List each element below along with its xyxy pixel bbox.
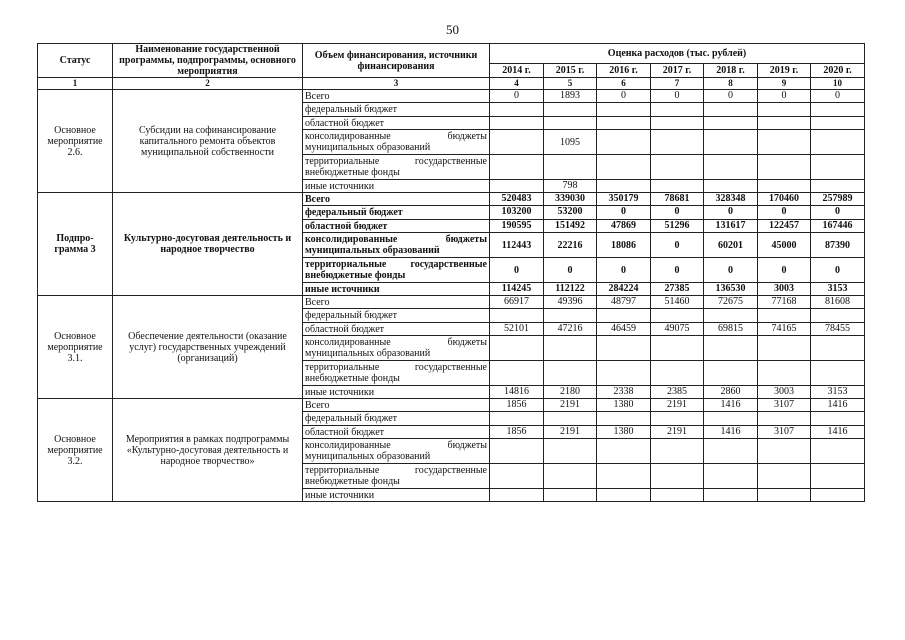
value-cell: 122457 bbox=[758, 220, 811, 233]
value-cell: 52101 bbox=[490, 323, 544, 336]
value-cell: 22216 bbox=[544, 233, 597, 258]
value-cell bbox=[758, 180, 811, 193]
status-cell: Основное мероприятие 2.6. bbox=[38, 90, 113, 193]
program-name-cell: Субсидии на софинансирование капитального ремонта объектов муниципальной собственности bbox=[113, 90, 303, 193]
column-index: 1 bbox=[38, 78, 113, 90]
value-cell bbox=[704, 103, 758, 117]
value-cell bbox=[490, 412, 544, 426]
value-cell: 72675 bbox=[704, 296, 758, 309]
value-cell: 2338 bbox=[597, 386, 651, 399]
source-cell bbox=[303, 258, 490, 283]
value-cell bbox=[544, 155, 597, 180]
value-cell bbox=[758, 336, 811, 361]
value-cell bbox=[651, 180, 704, 193]
source-cell: Всего bbox=[303, 296, 490, 309]
source-label-line: территориальные государственные bbox=[305, 362, 487, 373]
year-header: 2015 г. bbox=[544, 64, 597, 78]
value-cell: 2191 bbox=[544, 399, 597, 412]
value-cell: 520483 bbox=[490, 193, 544, 206]
source-cell: иные источники bbox=[303, 386, 490, 399]
value-cell bbox=[758, 361, 811, 386]
table-body bbox=[38, 90, 865, 502]
value-cell bbox=[704, 336, 758, 361]
value-cell bbox=[651, 464, 704, 489]
year-header: 2020 г. bbox=[811, 64, 865, 78]
column-index: 2 bbox=[113, 78, 303, 90]
value-cell: 81608 bbox=[811, 296, 865, 309]
value-cell: 1416 bbox=[811, 399, 865, 412]
value-cell bbox=[544, 439, 597, 464]
value-cell: 0 bbox=[704, 258, 758, 283]
source-cell: иные источники bbox=[303, 180, 490, 193]
value-cell bbox=[811, 464, 865, 489]
value-cell: 49075 bbox=[651, 323, 704, 336]
value-cell: 1856 bbox=[490, 426, 544, 439]
source-cell: иные источники bbox=[303, 283, 490, 296]
value-cell bbox=[597, 489, 651, 502]
year-header: 2019 г. bbox=[758, 64, 811, 78]
value-cell bbox=[597, 361, 651, 386]
value-cell bbox=[811, 155, 865, 180]
source-label-line: консолидированные бюджеты bbox=[305, 131, 487, 142]
value-cell bbox=[597, 130, 651, 155]
value-cell bbox=[651, 439, 704, 464]
value-cell bbox=[758, 155, 811, 180]
value-cell bbox=[490, 489, 544, 502]
value-cell: 1416 bbox=[811, 426, 865, 439]
value-cell bbox=[651, 155, 704, 180]
value-cell: 0 bbox=[758, 258, 811, 283]
value-cell bbox=[704, 309, 758, 323]
value-cell: 2191 bbox=[651, 399, 704, 412]
value-cell: 1095 bbox=[544, 130, 597, 155]
value-cell: 190595 bbox=[490, 220, 544, 233]
table-row bbox=[38, 90, 865, 103]
value-cell: 2191 bbox=[544, 426, 597, 439]
source-cell bbox=[303, 361, 490, 386]
value-cell bbox=[490, 439, 544, 464]
column-index: 7 bbox=[651, 78, 704, 90]
value-cell: 78681 bbox=[651, 193, 704, 206]
value-cell bbox=[704, 155, 758, 180]
value-cell bbox=[651, 309, 704, 323]
value-cell bbox=[758, 489, 811, 502]
year-header: 2016 г. bbox=[597, 64, 651, 78]
value-cell: 1856 bbox=[490, 399, 544, 412]
source-cell bbox=[303, 130, 490, 155]
column-index: 9 bbox=[758, 78, 811, 90]
value-cell: 0 bbox=[544, 258, 597, 283]
value-cell: 1893 bbox=[544, 90, 597, 103]
source-cell bbox=[303, 336, 490, 361]
value-cell: 18086 bbox=[597, 233, 651, 258]
value-cell bbox=[704, 439, 758, 464]
value-cell bbox=[490, 336, 544, 361]
value-cell: 1380 bbox=[597, 399, 651, 412]
value-cell bbox=[490, 117, 544, 130]
value-cell bbox=[597, 103, 651, 117]
value-cell: 1380 bbox=[597, 426, 651, 439]
value-cell bbox=[597, 464, 651, 489]
source-cell: федеральный бюджет bbox=[303, 206, 490, 220]
page-number: 50 bbox=[446, 22, 459, 37]
column-index: 3 bbox=[303, 78, 490, 90]
source-cell: федеральный бюджет bbox=[303, 412, 490, 426]
value-cell: 47869 bbox=[597, 220, 651, 233]
value-cell bbox=[811, 412, 865, 426]
header-status: Статус bbox=[38, 44, 113, 78]
source-cell bbox=[303, 233, 490, 258]
source-label-line: внебюджетные фонды bbox=[305, 167, 400, 178]
value-cell: 48797 bbox=[597, 296, 651, 309]
value-cell: 2385 bbox=[651, 386, 704, 399]
value-cell: 131617 bbox=[704, 220, 758, 233]
value-cell bbox=[544, 117, 597, 130]
source-label-line: территориальные государственные bbox=[305, 259, 487, 270]
value-cell: 328348 bbox=[704, 193, 758, 206]
value-cell bbox=[758, 103, 811, 117]
value-cell bbox=[758, 464, 811, 489]
value-cell: 3003 bbox=[758, 386, 811, 399]
value-cell: 2191 bbox=[651, 426, 704, 439]
value-cell: 0 bbox=[811, 206, 865, 220]
value-cell: 3153 bbox=[811, 283, 865, 296]
value-cell: 0 bbox=[597, 206, 651, 220]
status-cell: Подпро-грамма 3 bbox=[38, 193, 113, 296]
value-cell: 112122 bbox=[544, 283, 597, 296]
value-cell bbox=[544, 309, 597, 323]
value-cell: 339030 bbox=[544, 193, 597, 206]
source-cell: областной бюджет bbox=[303, 323, 490, 336]
value-cell: 151492 bbox=[544, 220, 597, 233]
value-cell bbox=[758, 309, 811, 323]
header-program-name: Наименование государственной программы, подпрограммы, основного мероприятия bbox=[113, 44, 303, 78]
year-header: 2014 г. bbox=[490, 64, 544, 78]
value-cell bbox=[597, 439, 651, 464]
value-cell bbox=[811, 103, 865, 117]
source-label-line: муниципальных образований bbox=[305, 245, 440, 256]
value-cell: 0 bbox=[651, 206, 704, 220]
source-label-line: территориальные государственные bbox=[305, 465, 487, 476]
value-cell bbox=[704, 117, 758, 130]
value-cell: 45000 bbox=[758, 233, 811, 258]
value-cell: 1416 bbox=[704, 399, 758, 412]
source-cell: федеральный бюджет bbox=[303, 103, 490, 117]
value-cell: 3107 bbox=[758, 426, 811, 439]
value-cell: 170460 bbox=[758, 193, 811, 206]
value-cell: 350179 bbox=[597, 193, 651, 206]
value-cell bbox=[811, 439, 865, 464]
index-row bbox=[38, 78, 865, 90]
value-cell bbox=[811, 336, 865, 361]
source-label-line: муниципальных образований bbox=[305, 348, 431, 359]
value-cell bbox=[597, 412, 651, 426]
value-cell: 284224 bbox=[597, 283, 651, 296]
value-cell bbox=[758, 130, 811, 155]
value-cell: 69815 bbox=[704, 323, 758, 336]
column-index: 10 bbox=[811, 78, 865, 90]
source-label-line: консолидированные бюджеты bbox=[305, 440, 487, 451]
value-cell: 0 bbox=[651, 233, 704, 258]
value-cell bbox=[544, 489, 597, 502]
value-cell bbox=[811, 130, 865, 155]
value-cell: 0 bbox=[758, 206, 811, 220]
value-cell: 60201 bbox=[704, 233, 758, 258]
value-cell: 0 bbox=[811, 90, 865, 103]
value-cell bbox=[490, 464, 544, 489]
value-cell: 51296 bbox=[651, 220, 704, 233]
value-cell bbox=[490, 309, 544, 323]
value-cell: 1416 bbox=[704, 426, 758, 439]
value-cell bbox=[490, 130, 544, 155]
program-name-cell: Обеспечение деятельности (оказание услуг) государственных учреждений (организаций) bbox=[113, 296, 303, 399]
source-label-line: консолидированные бюджеты bbox=[305, 234, 487, 245]
value-cell bbox=[811, 180, 865, 193]
value-cell: 51460 bbox=[651, 296, 704, 309]
budget-table bbox=[37, 43, 865, 502]
value-cell bbox=[758, 117, 811, 130]
header-financing: Объем финансирования, источники финансирования bbox=[303, 44, 490, 78]
value-cell: 3003 bbox=[758, 283, 811, 296]
source-label-line: консолидированные бюджеты bbox=[305, 337, 487, 348]
value-cell: 0 bbox=[811, 258, 865, 283]
value-cell bbox=[758, 412, 811, 426]
value-cell bbox=[811, 309, 865, 323]
source-cell bbox=[303, 155, 490, 180]
value-cell bbox=[597, 309, 651, 323]
source-label-line: муниципальных образований bbox=[305, 451, 431, 462]
value-cell bbox=[490, 361, 544, 386]
source-cell: Всего bbox=[303, 90, 490, 103]
program-name-cell: Культурно-досуговая деятельность и народное творчество bbox=[113, 193, 303, 296]
value-cell bbox=[704, 489, 758, 502]
value-cell: 0 bbox=[490, 258, 544, 283]
value-cell bbox=[811, 117, 865, 130]
value-cell: 0 bbox=[704, 90, 758, 103]
value-cell bbox=[651, 130, 704, 155]
value-cell: 2860 bbox=[704, 386, 758, 399]
value-cell: 167446 bbox=[811, 220, 865, 233]
value-cell bbox=[651, 489, 704, 502]
value-cell: 0 bbox=[758, 90, 811, 103]
value-cell: 74165 bbox=[758, 323, 811, 336]
source-cell: Всего bbox=[303, 193, 490, 206]
source-cell bbox=[303, 464, 490, 489]
value-cell: 0 bbox=[651, 258, 704, 283]
value-cell: 87390 bbox=[811, 233, 865, 258]
column-index: 8 bbox=[704, 78, 758, 90]
value-cell bbox=[544, 464, 597, 489]
value-cell bbox=[651, 103, 704, 117]
value-cell bbox=[544, 103, 597, 117]
value-cell: 3107 bbox=[758, 399, 811, 412]
value-cell bbox=[544, 361, 597, 386]
value-cell: 14816 bbox=[490, 386, 544, 399]
value-cell: 257989 bbox=[811, 193, 865, 206]
value-cell: 114245 bbox=[490, 283, 544, 296]
value-cell bbox=[490, 155, 544, 180]
value-cell bbox=[597, 117, 651, 130]
value-cell bbox=[651, 117, 704, 130]
value-cell: 78455 bbox=[811, 323, 865, 336]
source-cell: Всего bbox=[303, 399, 490, 412]
value-cell bbox=[544, 412, 597, 426]
source-label-line: муниципальных образований bbox=[305, 142, 431, 153]
status-cell: Основное мероприятие 3.1. bbox=[38, 296, 113, 399]
value-cell: 77168 bbox=[758, 296, 811, 309]
column-index: 6 bbox=[597, 78, 651, 90]
value-cell: 798 bbox=[544, 180, 597, 193]
status-cell: Основное мероприятие 3.2. bbox=[38, 399, 113, 502]
source-cell: областной бюджет bbox=[303, 220, 490, 233]
value-cell bbox=[490, 103, 544, 117]
value-cell: 66917 bbox=[490, 296, 544, 309]
value-cell bbox=[811, 489, 865, 502]
source-label-line: территориальные государственные bbox=[305, 156, 487, 167]
value-cell: 0 bbox=[704, 206, 758, 220]
source-cell: иные источники bbox=[303, 489, 490, 502]
table-row bbox=[38, 193, 865, 206]
year-header: 2017 г. bbox=[651, 64, 704, 78]
value-cell bbox=[651, 336, 704, 361]
value-cell bbox=[597, 180, 651, 193]
value-cell: 0 bbox=[651, 90, 704, 103]
value-cell bbox=[758, 439, 811, 464]
header-estimate: Оценка расходов (тыс. рублей) bbox=[490, 44, 865, 64]
value-cell bbox=[490, 180, 544, 193]
value-cell bbox=[704, 180, 758, 193]
year-header: 2018 г. bbox=[704, 64, 758, 78]
value-cell bbox=[704, 464, 758, 489]
table-row bbox=[38, 296, 865, 309]
source-cell bbox=[303, 439, 490, 464]
value-cell bbox=[651, 361, 704, 386]
value-cell bbox=[597, 336, 651, 361]
value-cell: 136530 bbox=[704, 283, 758, 296]
table-row bbox=[38, 399, 865, 412]
value-cell: 2180 bbox=[544, 386, 597, 399]
source-label-line: внебюджетные фонды bbox=[305, 476, 400, 487]
value-cell: 112443 bbox=[490, 233, 544, 258]
column-index: 4 bbox=[490, 78, 544, 90]
value-cell: 53200 bbox=[544, 206, 597, 220]
source-label-line: внебюджетные фонды bbox=[305, 373, 400, 384]
value-cell bbox=[811, 361, 865, 386]
source-cell: федеральный бюджет bbox=[303, 309, 490, 323]
value-cell: 0 bbox=[597, 258, 651, 283]
source-label-line: внебюджетные фонды bbox=[305, 270, 406, 281]
value-cell: 3153 bbox=[811, 386, 865, 399]
value-cell bbox=[704, 130, 758, 155]
value-cell: 0 bbox=[597, 90, 651, 103]
value-cell: 47216 bbox=[544, 323, 597, 336]
value-cell: 0 bbox=[490, 90, 544, 103]
source-cell: областной бюджет bbox=[303, 117, 490, 130]
value-cell bbox=[544, 336, 597, 361]
column-index: 5 bbox=[544, 78, 597, 90]
source-cell: областной бюджет bbox=[303, 426, 490, 439]
program-name-cell: Мероприятия в рамках подпрограммы «Культурно-досуговая деятельность и народное творчество» bbox=[113, 399, 303, 502]
value-cell bbox=[704, 412, 758, 426]
value-cell bbox=[704, 361, 758, 386]
value-cell: 46459 bbox=[597, 323, 651, 336]
value-cell: 103200 bbox=[490, 206, 544, 220]
value-cell bbox=[597, 155, 651, 180]
value-cell bbox=[651, 412, 704, 426]
value-cell: 49396 bbox=[544, 296, 597, 309]
value-cell: 27385 bbox=[651, 283, 704, 296]
